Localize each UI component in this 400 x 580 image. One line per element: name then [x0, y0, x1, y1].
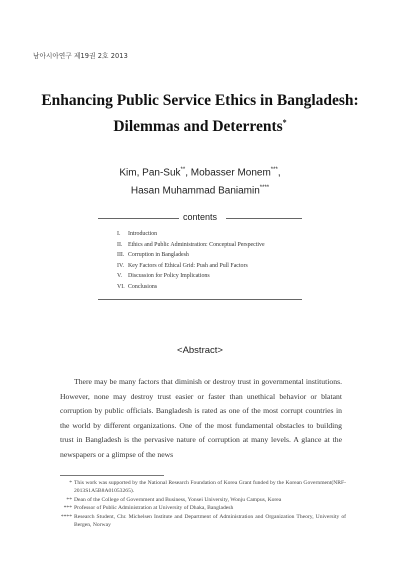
paper-title-text-1: Enhancing Public Service Ethics in Bangladesh: [41, 92, 359, 109]
contents-rule-bottom [98, 299, 302, 300]
abstract-heading: <Abstract> [177, 345, 223, 356]
footnote [56, 504, 346, 512]
footnote-text: Research Student, Chr. Michelsen Institute and Department of Administration and Organization Theory, University of Bergen, Norway [74, 513, 346, 529]
toc-item [117, 229, 265, 240]
toc-item-label: Introduction [128, 231, 158, 237]
author-separator: , [277, 167, 281, 179]
paper-title-text-2: Dilemmas and Deterrents [113, 118, 283, 136]
contents-heading: contents [182, 212, 218, 222]
toc-item-label: Discussion for Policy Implications [128, 273, 210, 280]
toc-item-label: Ethics and Public Administration: Conceptual Perspective [128, 241, 265, 248]
footnote [56, 479, 346, 496]
footnote-mark: ** [66, 496, 72, 503]
toc-item-label: Conclusions [128, 283, 158, 290]
abstract-body [60, 375, 342, 463]
author-mark: *** [270, 167, 278, 173]
author-name: Mobasser Monem [190, 167, 271, 179]
footnote [56, 513, 346, 530]
authors-line-2 [0, 179, 400, 200]
footnote-text: Dean of the College of Government and Business, Yonsei University, Wonju Campus, Korea [74, 496, 282, 503]
footnote-rule [60, 475, 164, 476]
toc-item-label: Corruption in Bangladesh [128, 252, 189, 259]
paper-title-line-1 [0, 90, 400, 112]
toc-item-number: II. [117, 241, 123, 248]
toc-item [117, 240, 265, 251]
toc-item-number: VI. [117, 283, 125, 290]
table-of-contents [117, 229, 265, 293]
journal-header: 남아시아연구 제19권 2호 2013 [33, 52, 128, 60]
toc-item [117, 261, 265, 272]
paper-title-line-2 [0, 112, 400, 138]
toc-item-number: I. [117, 231, 121, 237]
contents-rule-right [226, 218, 302, 219]
footnote-text: Professor of Public Administration at University of Dhaka, Bangladesh [74, 505, 234, 512]
author-mark: **** [259, 185, 270, 191]
toc-item [117, 250, 265, 261]
toc-item-number: III. [117, 252, 125, 259]
footnote-mark: * [69, 480, 72, 486]
toc-item [117, 271, 265, 282]
author-name: Hasan Muhammad Baniamin [130, 185, 260, 197]
toc-item-number: IV. [117, 262, 124, 269]
footnote-text: This work was supported by the National Research Foundation of Korea Grant funded by the Korean Government(NRF-2013S1A5B8A01053265). [74, 480, 346, 495]
abstract-paragraph: There may be many factors that diminish or destroy trust in governmental institutions. However, none may destroy trust easier or faster than unethical behavior or blatant corruption by public officials. Bangladesh is rated as one of the most corrupt countries in the world by different organizations. One of the most fundamental obstacles to building trust in Bangladesh is the pervasive nature of corruption at many levels. A glance at the newspapers or a glimpse of the news [60, 377, 342, 459]
title-footnote-mark: * [282, 118, 287, 127]
footnote [56, 496, 346, 504]
toc-item-label: Key Factors of Ethical Grid: Push and Pull Factors [128, 262, 248, 269]
author-name: Kim, Pan-Suk [119, 167, 181, 179]
author-separator: , [185, 167, 191, 179]
toc-item [117, 282, 265, 293]
toc-item-number: V. [117, 273, 122, 280]
footnote-mark: **** [60, 513, 72, 520]
footnote-mark: *** [63, 505, 72, 512]
footnotes [56, 479, 346, 529]
author-mark: ** [180, 167, 186, 173]
